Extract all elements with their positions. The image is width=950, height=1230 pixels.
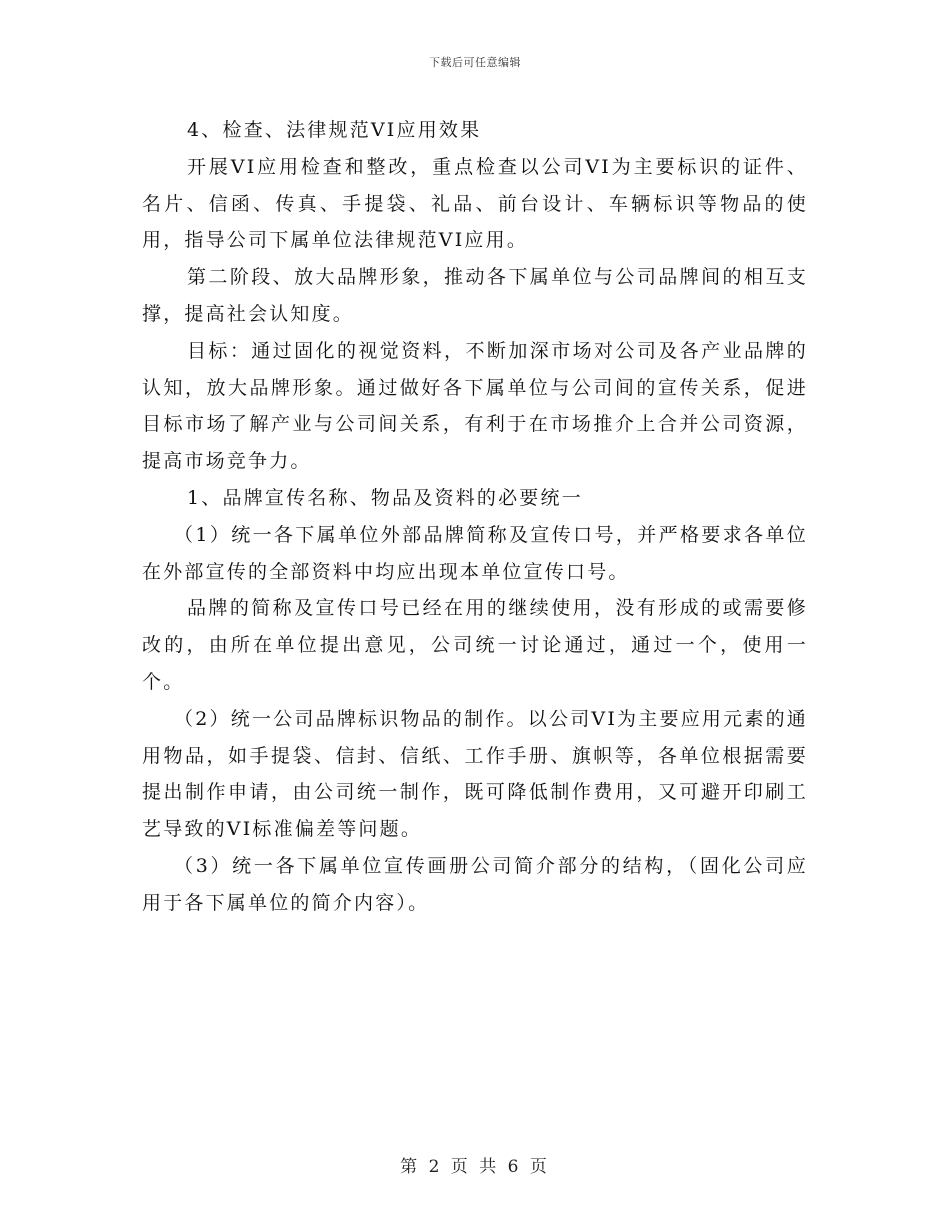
paragraph-item-3: （3）统一各下属单位宣传画册公司简介部分的结构，（固化公司应用于各下属单位的简介内容）。 <box>142 854 808 914</box>
paragraph-item-2: （2）统一公司品牌标识物品的制作。以公司VI为主要应用元素的通用物品，如手提袋、信封、信纸、工作手册、旗帜等，各单位根据需要提出制作申请，由公司统一制作，既可降低制作费用，又可避开印刷工艺导致的VI标准偏差等问题。 <box>142 707 808 841</box>
paragraph-objective: 目标：通过固化的视觉资料，不断加深市场对公司及各产业品牌的认知，放大品牌形象。通过做好各下属单位与公司间的宣传关系，促进目标市场了解产业与公司间关系，有利于在市场推介上合并公司资源，提高市场竞争力。 <box>142 339 808 473</box>
document-body <box>142 112 808 922</box>
paragraph-section-4-heading: 4、检查、法律规范VI应用效果 <box>187 119 482 141</box>
page-footer: 第 2 页 共 6 页 <box>400 1157 550 1177</box>
paragraph-item-1: （1）统一各下属单位外部品牌简称及宣传口号，并严格要求各单位在外部宣传的全部资料中均应出现本单位宣传口号。 <box>142 523 808 583</box>
paragraph-section-1-heading: 1、品牌宣传名称、物品及资料的必要统一 <box>187 486 583 509</box>
paragraph-slogan-usage: 品牌的简称及宣传口号已经在用的继续使用，没有形成的或需要修改的，由所在单位提出意见，公司统一讨论通过，通过一个，使用一个。 <box>142 597 808 693</box>
page-header: 下载后可任意编辑 <box>429 56 521 69</box>
paragraph-vi-inspection: 开展VI应用检查和整改，重点检查以公司VI为主要标识的证件、名片、信函、传真、手提袋、礼品、前台设计、车辆标识等物品的使用，指导公司下属单位法律规范VI应用。 <box>142 155 808 252</box>
paragraph-phase-two: 第二阶段、放大品牌形象，推动各下属单位与公司品牌间的相互支撑，提高社会认知度。 <box>142 266 808 325</box>
